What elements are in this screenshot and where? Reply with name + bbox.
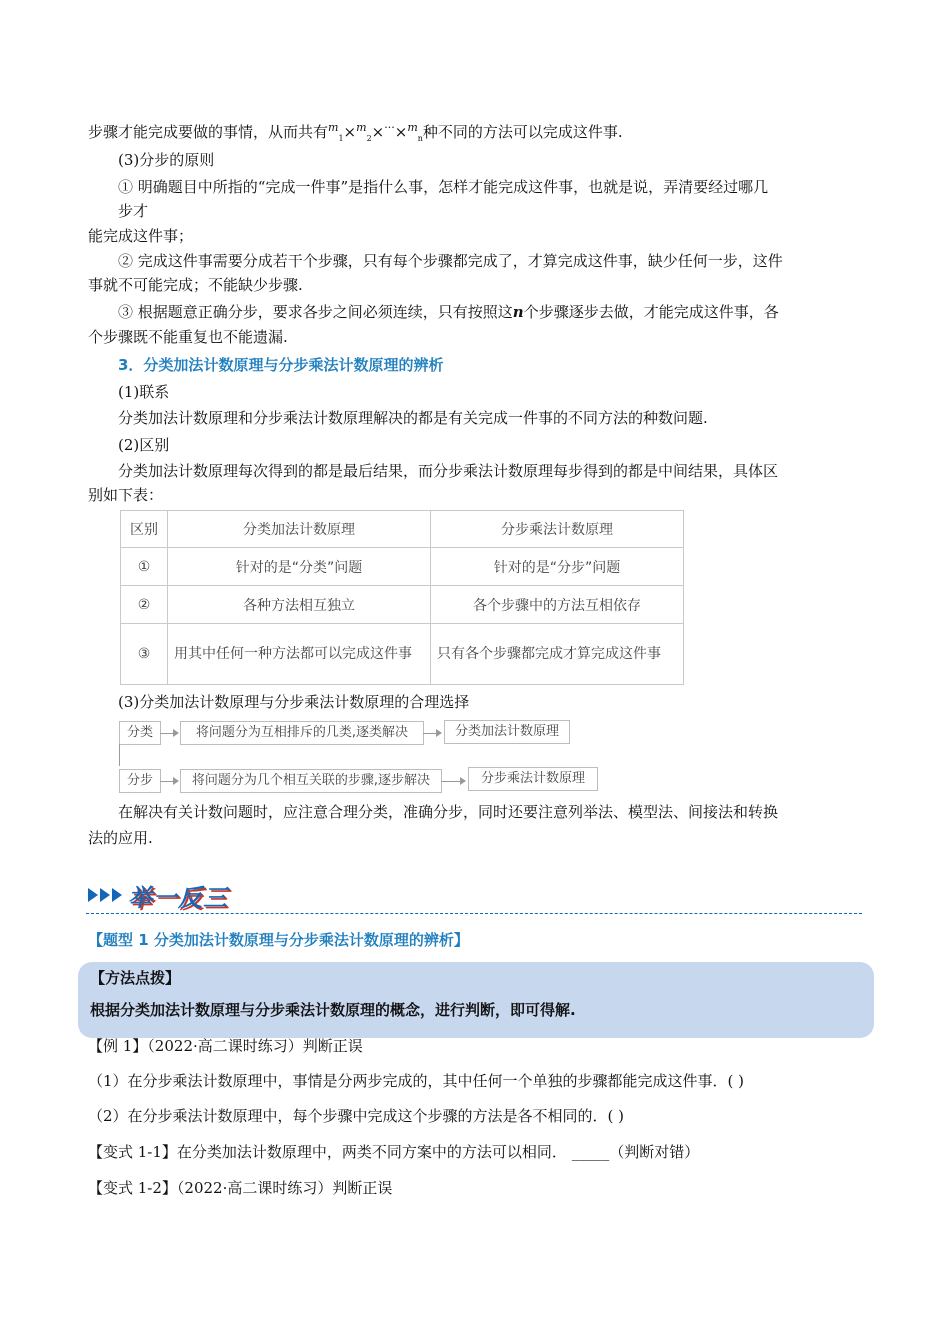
type-heading: 【题型 1 分类加法计数原理与分步乘法计数原理的辨析】 — [88, 931, 469, 949]
section-banner — [88, 880, 228, 910]
flow-box-classify-desc: 将问题分为互相排斥的几类,逐类解决 — [180, 721, 424, 745]
table-cell: ③ — [121, 624, 168, 685]
table-cell: ① — [121, 548, 168, 586]
table-cell: 各个步骤中的方法互相依存 — [431, 586, 684, 624]
text-line: 能完成这件事； — [88, 227, 194, 245]
flow-box-classify: 分类 — [119, 721, 161, 745]
table-cell: 各种方法相互独立 — [168, 586, 431, 624]
flow-box-step: 分步 — [119, 769, 161, 793]
text-span: 步骤才能完成要做的事情，从而共有 — [88, 123, 329, 141]
table-cell: 只有各个步骤都完成才算完成这件事 — [431, 624, 684, 685]
flow-box-multiplication-principle: 分步乘法计数原理 — [468, 767, 598, 791]
arrow-icon — [173, 777, 179, 785]
text-line — [88, 122, 623, 149]
text-line: 事就不可能完成；不能缺少步骤. — [88, 276, 303, 294]
table-cell: 用其中任何一种方法都可以完成这件事 — [168, 624, 431, 685]
table-row — [121, 548, 684, 586]
arrow-icon — [460, 777, 466, 785]
text-line: 别如下表： — [88, 486, 164, 504]
text-line: 分类加法计数原理每次得到的都是最后结果，而分步乘法计数原理每步得到的都是中间结果，具体区 — [118, 462, 779, 480]
flow-connector — [423, 733, 437, 734]
divider — [86, 913, 862, 914]
flow-connector — [441, 781, 461, 782]
table-cell: ② — [121, 586, 168, 624]
text-span: 种不同的方法可以完成这件事. — [422, 123, 623, 141]
formula: $^m_1$×$^m_2$×···×$^m_n$ — [328, 121, 423, 143]
section-heading: 3．分类加法计数原理与分步乘法计数原理的辨析 — [118, 356, 444, 374]
banner-title: 举一反三 — [128, 883, 228, 912]
text-line: 个步骤既不能重复也不能遗漏. — [88, 328, 288, 346]
flow-connector — [160, 781, 174, 782]
chevron-right-icon — [88, 888, 98, 902]
chevron-right-icon — [112, 888, 122, 902]
question-line: （1）在分步乘法计数原理中，事情是分两步完成的，其中任何一个单独的步骤都能完成这件事．( ) — [88, 1072, 745, 1090]
subheading: (3)分步的原则 — [118, 151, 215, 169]
table-row — [121, 624, 684, 685]
flow-connector — [160, 733, 174, 734]
variant-question: 【变式 1-1】在分类加法计数原理中，两类不同方案中的方法可以相同． _____（判断对错） — [88, 1143, 700, 1161]
text-line: 在解决有关计数问题时，应注意合理分类，准确分步，同时还要注意列举法、模型法、间接法和转换 — [118, 803, 779, 821]
text-line: 步才 — [118, 202, 149, 220]
text-line: ② 完成这件事需要分成若干个步骤，只有每个步骤都完成了，才算完成这件事，缺少任何一步，这件 — [118, 252, 783, 270]
comparison-table — [120, 510, 684, 685]
subheading: (1)联系 — [118, 383, 170, 401]
subheading: (2)区别 — [118, 436, 170, 454]
text-line: ① 明确题目中所指的“完成一件事”是指什么事，怎样才能完成这件事，也就是说，弄清要经过哪几 — [118, 178, 769, 196]
example-title: 【例 1】（2022·高二课时练习）判断正误 — [88, 1037, 363, 1055]
flow-box-step-desc: 将问题分为几个相互关联的步骤,逐步解决 — [180, 769, 442, 793]
method-title: 【方法点拨】 — [90, 969, 181, 987]
table-cell: 针对的是“分类”问题 — [168, 548, 431, 586]
flow-connector — [119, 744, 120, 766]
arrow-icon — [173, 729, 179, 737]
chevron-right-icon — [100, 888, 110, 902]
method-body: 根据分类加法计数原理与分步乘法计数原理的概念，进行判断，即可得解. — [90, 1001, 576, 1019]
table-header-row — [121, 511, 684, 548]
table-row — [121, 586, 684, 624]
arrow-icon — [436, 729, 442, 737]
table-header-cell: 区别 — [121, 511, 168, 548]
table-cell: 针对的是“分步”问题 — [431, 548, 684, 586]
subheading: (3)分类加法计数原理与分步乘法计数原理的合理选择 — [118, 693, 470, 711]
flow-box-addition-principle: 分类加法计数原理 — [444, 720, 570, 744]
table-header-cell: 分步乘法计数原理 — [431, 511, 684, 548]
text-line: ③ 根据题意正确分步，要求各步之间必须连续，只有按照这n个步骤逐步去做，才能完成这件事，各 — [118, 303, 779, 321]
question-line: （2）在分步乘法计数原理中，每个步骤中完成这个步骤的方法是各不相同的．( ) — [88, 1107, 625, 1125]
table-header-cell: 分类加法计数原理 — [168, 511, 431, 548]
variant-title: 【变式 1-2】（2022·高二课时练习）判断正误 — [88, 1179, 393, 1197]
text-line: 法的应用. — [88, 829, 153, 847]
text-line: 分类加法计数原理和分步乘法计数原理解决的都是有关完成一件事的不同方法的种数问题. — [118, 409, 708, 427]
